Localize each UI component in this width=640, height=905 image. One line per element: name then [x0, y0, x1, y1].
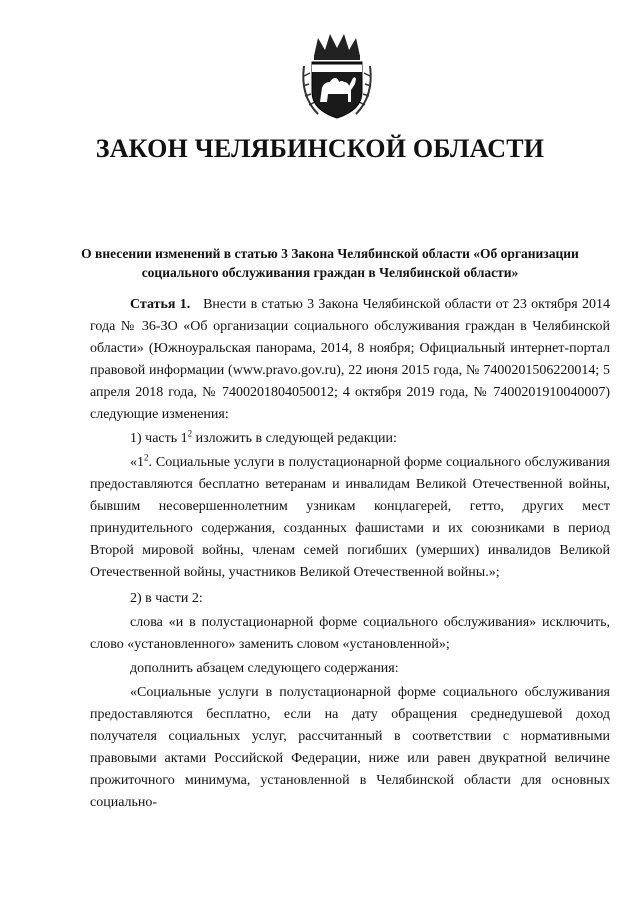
item-1: 1) часть $1^2$ изложить в следующей редакции: [130, 428, 397, 446]
article-body [90, 294, 610, 818]
quote-2: «Социальные услуги в полустационарной форме социального обслуживания предоставляются бесплатно, если на дату обращения среднедушевой доход получателя социальных услуг, рассчитанный в соответствии с нормативными правовыми актами Российской Федерации, ниже или равен двукратной величине прожиточного минимума, установленной в Челябинской области для основных социально- [90, 685, 610, 810]
article-intro [90, 294, 610, 426]
quote-1: «$1^2$. Социальные услуги в полустационарной форме социального обслуживания предоставляются бесплатно ветеранам и инвалидам Великой Отечественной войны, бывшим несовершеннолетним узникам концлагерей, гетто, других мест принудительного содержания, созданных фашистами и их союзниками в период Второй мировой войны, членам семей погибших (умерших) инвалидов Великой Отечественной войны, участников Великой Отечественной войны.»; [90, 452, 610, 580]
article-intro-text: Внести в статью 3 Закона Челябинской области от 23 октября 2014 года № 36-ЗО «Об организации социального обслуживания граждан в Челябинской области» (Южноуральская панорама, 2014, 8 ноября; Официальный интернет-портал правовой информации (www.pravo.gov.ru), 22 июня 2015 года, № 7400201506220014; 5 апреля 2018 года, № 7400201804050012; 4 октября 2019 года, № 7400201910040007) следующие изменения: [90, 297, 610, 422]
article-heading: Статья 1. [130, 297, 191, 312]
law-title: ЗАКОН ЧЕЛЯБИНСКОЙ ОБЛАСТИ [95, 134, 545, 163]
item-2-text-1: слова «и в полустационарной форме социального обслуживания» исключить, слово «установленного» заменить словом «установленной»; [90, 615, 610, 652]
chelyabinsk-coat-of-arms-icon [298, 26, 376, 122]
item-2-text-2: дополнить абзацем следующего содержания: [130, 661, 399, 676]
item-2: 2) в части 2: [130, 591, 203, 606]
law-subtitle: О внесении изменений в статью 3 Закона Челябинской области «Об организации социального обслуживания граждан в Челябинской области» [81, 246, 579, 280]
